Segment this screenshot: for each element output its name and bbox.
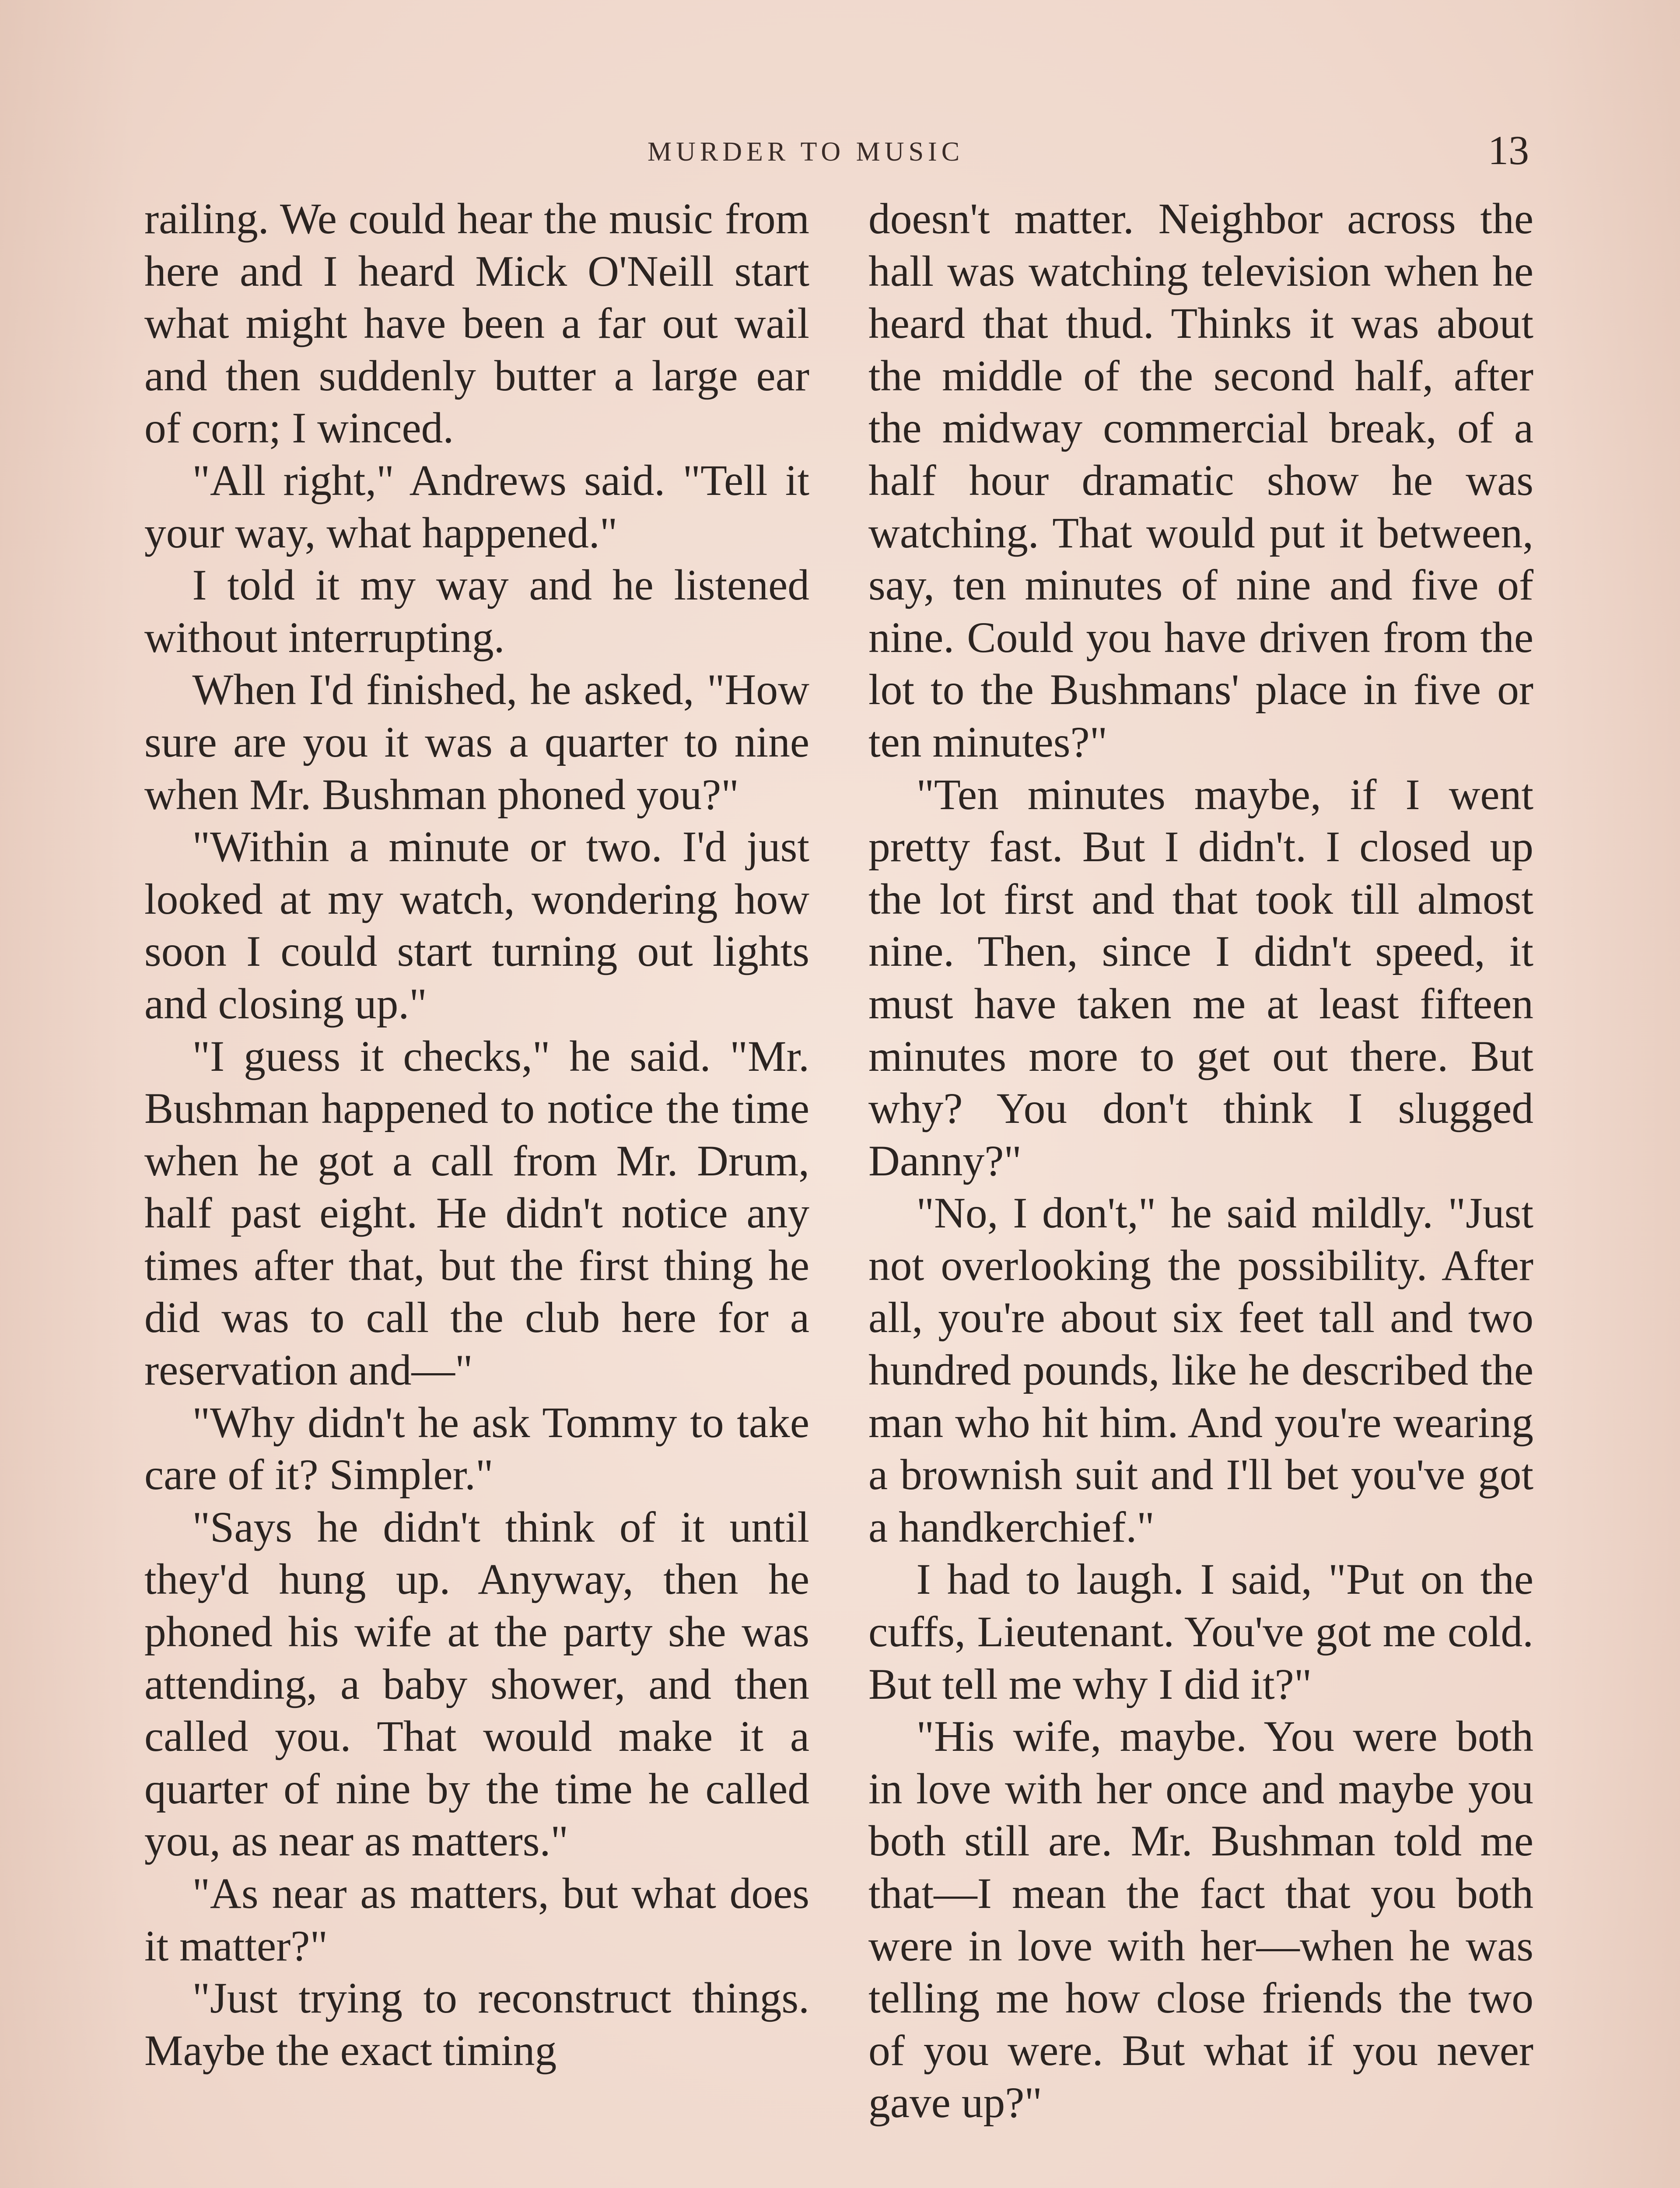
paragraph: "Within a minute or two. I'd just looked at my watch, wondering how soon I could start turning out lights and closing up." — [144, 822, 809, 1028]
paragraph: When I'd finished, he asked, "How sure are you it was a quarter to nine when Mr. Bushman phoned you?" — [144, 665, 809, 819]
left-text-column — [144, 193, 809, 2076]
paragraph: "Says he didn't think of it until they'd hung up. Anyway, then he phoned his wife at the party she was attending, a baby shower, and then called you. That would make it a quarter of nine by the time he called you, as near as matters." — [144, 1502, 809, 1865]
right-text-column — [868, 193, 1533, 2129]
paragraph: "As near as matters, but what does it matter?" — [144, 1869, 809, 1970]
paragraph: "All right," Andrews said. "Tell it your way, what happened." — [144, 456, 809, 557]
paragraph: "Ten minutes maybe, if I went pretty fast. But I didn't. I closed up the lot first and that took till almost nine. Then, since I didn't speed, it must have taken me at least fifteen minutes more to get out there. But why? You don't think I slugged Danny?" — [868, 770, 1533, 1185]
paragraph: I told it my way and he listened without interrupting. — [144, 561, 809, 662]
paragraph: "No, I don't," he said mildly. "Just not overlooking the possibility. After all, you're about six feet tall and two hundred pounds, like he described the man who hit him. And you're wearing a brownish suit and I'll bet you've got a handkerchief." — [868, 1189, 1533, 1551]
running-head: MURDER TO MUSIC — [648, 137, 964, 167]
paragraph: "I guess it checks," he said. "Mr. Bushman happened to notice the time when he got a call from Mr. Drum, half past eight. He didn't notice any times after that, but the first thing he did was to call the club here for a reservation and—" — [144, 1031, 809, 1395]
paragraph: "Why didn't he ask Tommy to take care of it? Simpler." — [144, 1398, 809, 1499]
paragraph: "Just trying to reconstruct things. Maybe the exact timing — [144, 1974, 809, 2075]
page-number: 13 — [1488, 128, 1529, 173]
paragraph: "His wife, maybe. You were both in love with her once and maybe you both still are. Mr. Bushman told me that—I mean the fact that you both were in love with her—when he was telling me how close friends the two of you were. But what if you never gave up?" — [868, 1712, 1533, 2127]
paragraph: railing. We could hear the music from here and I heard Mick O'Neill start what might have been a far out wail and then suddenly butter a large ear of corn; I winced. — [144, 194, 809, 452]
paragraph: I had to laugh. I said, "Put on the cuffs, Lieutenant. You've got me cold. But tell me why I did it?" — [868, 1555, 1533, 1708]
paragraph: doesn't matter. Neighbor across the hall was watching television when he heard that thud. Thinks it was about the middle of the second half, after the midway commercial break, of a half hour dramatic show he was watching. That would put it between, say, ten minutes of nine and five of nine. Could you have driven from the lot to the Bushmans' place in five or ten minutes?" — [868, 194, 1533, 766]
